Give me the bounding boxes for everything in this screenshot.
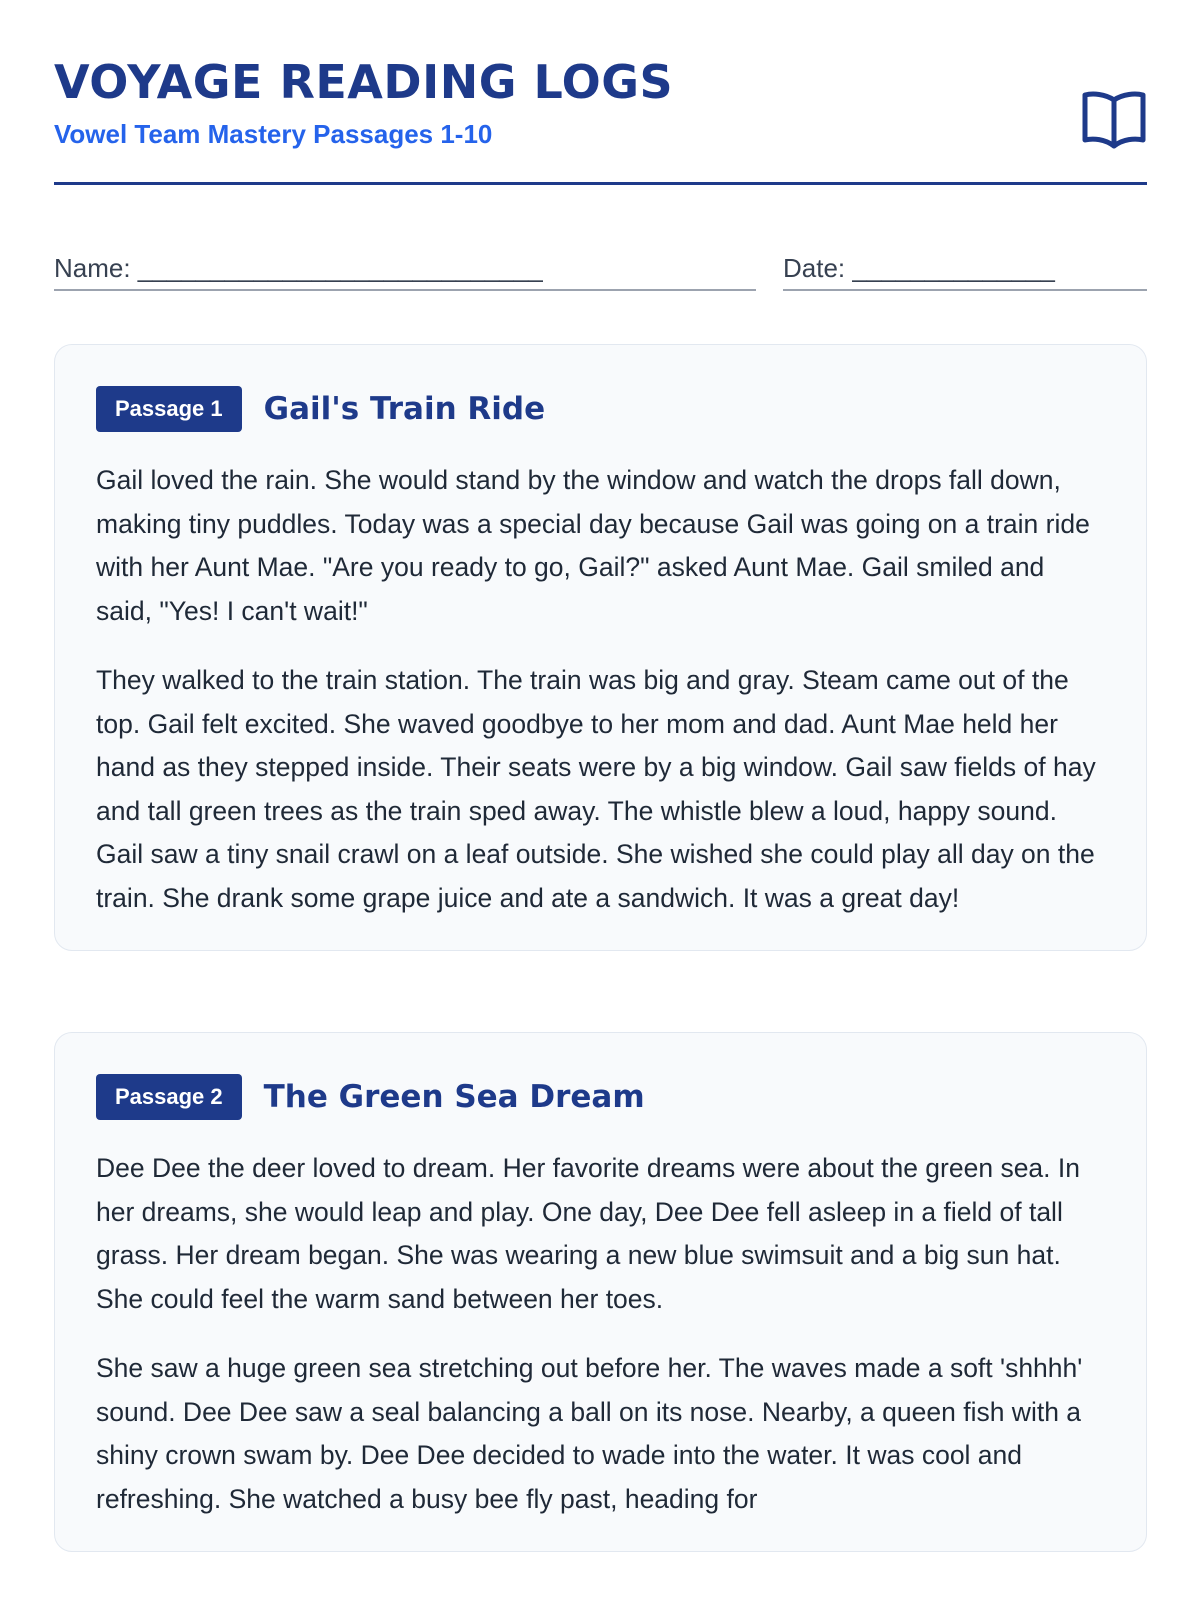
open-book-icon (1081, 90, 1147, 150)
passage-card (54, 344, 1147, 951)
passage-title: The Green Sea Dream (263, 1079, 645, 1115)
student-info (54, 185, 1147, 305)
passage-badge: Passage 2 (96, 1074, 242, 1120)
name-field[interactable]: Name: ____________________________ (54, 253, 756, 291)
page-subtitle: Vowel Team Mastery Passages 1-10 (54, 119, 493, 149)
passage-header (96, 1073, 1106, 1121)
date-field[interactable]: Date: ______________ (783, 253, 1147, 291)
passage-paragraph: They walked to the train station. The train was big and gray. Steam came out of the top. Gail felt excited. She waved goodbye to her mom and dad. Aunt Mae held her hand as they stepped inside. Their seats were by a big window. Gail saw fields of hay and tall green trees as the train sped away. The whistle blew a loud, happy sound. Gail saw a tiny snail crawl on a leaf outside. She wished she could play all day on the train. She drank some grape juice and ate a sandwich. It was a great day! (96, 665, 1096, 913)
header (54, 0, 1147, 185)
passage-title: Gail's Train Ride (263, 391, 546, 427)
passage-badge: Passage 1 (96, 386, 242, 432)
passage-header (96, 385, 1106, 433)
worksheet-page (54, 0, 1147, 1600)
passage-card (54, 1032, 1147, 1552)
passage-paragraph: She saw a huge green sea stretching out before her. The waves made a soft 'shhhh' sound. Dee Dee saw a seal balancing a ball on its nose. Nearby, a queen fish with a shiny crown swam by. Dee Dee decided to wade into the water. It was cool and refreshing. She watched a busy bee fly past, heading for (96, 1353, 1083, 1514)
passage-paragraph: Gail loved the rain. She would stand by the window and watch the drops fall down, making tiny puddles. Today was a special day because Gail was going on a train ride with her Aunt Mae. "Are you ready to go, Gail?" asked Aunt Mae. Gail smiled and said, "Yes! I can't wait!" (96, 465, 1090, 626)
page-title: VOYAGE READING LOGS (54, 55, 674, 109)
passage-paragraph: Dee Dee the deer loved to dream. Her favorite dreams were about the green sea. In her dreams, she would leap and play. One day, Dee Dee fell asleep in a field of tall grass. Her dream began. She was wearing a new blue swimsuit and a big sun hat. She could feel the warm sand between her toes. (96, 1153, 1080, 1314)
